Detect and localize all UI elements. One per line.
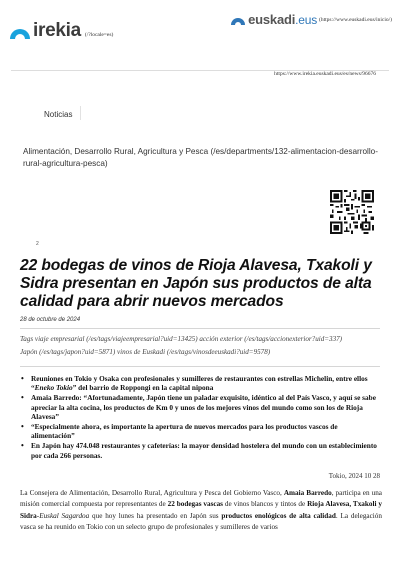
page-url: https://www.irekia.euskadi.eus/es/news/96676 <box>274 71 376 77</box>
highlight-item: • “Especialmente ahora, es importante la apertura de nuevos mercados para los productos vascos de alimentación” <box>20 422 382 441</box>
irekia-logo-icon <box>10 25 30 39</box>
highlight-item: • Reuniones en Tokio y Osaka con profesionales y sumilleres de restaurantes con estrellas Michelin, entre ellos “Eneko Tokio” del barrio de Roppongi en la capital nipona <box>20 374 382 393</box>
irekia-logo-link[interactable] <box>10 22 113 39</box>
article-body-paragraph: La Consejera de Alimentación, Desarrollo Rural, Agricultura y Pesca del Gobierno Vasco, Amaia Barredo, participa en una misión comercial compuesta por representantes de 22 bodegas vascas de vinos blancos y tintos de Rioja Alavesa, Txakoli y Sidra-Euskal Sagardoa que hoy lunes ha presentado en Japón sus productos enológicos de alta calidad. La delegación vasca se ha reunido en Tokio con un selecto grupo de profesionales y sumilleres de varios <box>20 489 382 531</box>
tags-line-2[interactable]: Japón (/es/tags/japon?uid=5871) vinos de Euskadi (/es/tags/vinosdeeuskadi?uid=9578) <box>20 348 271 356</box>
euskadi-wordmark: euskadi.eus <box>248 12 318 27</box>
article-title: 22 bodegas de vinos de Rioja Alavesa, Txakoli y Sidra presentan en Japón sus productos de alta calidad para abrir nuevos mercados <box>20 257 372 310</box>
euskadi-logo-icon <box>231 14 245 25</box>
article-dateline: Tokio, 2024 10 28 <box>328 472 380 480</box>
article-tags <box>20 333 382 359</box>
highlight-item: • En Japón hay 474.048 restaurantes y cafeterías: la mayor densidad hostelera del mundo con un establecimiento por cada 266 personas. <box>20 441 382 460</box>
article-highlights <box>20 374 382 461</box>
qr-code-icon <box>330 190 374 234</box>
nav-noticias-link[interactable]: Noticias <box>44 110 73 119</box>
small-marker: 2 <box>36 241 39 247</box>
nav-divider <box>80 106 81 120</box>
highlight-item: • Amaia Barredo: “Afortunadamente, Japón tiene un paladar exquisito, idéntico al del País Vasco, y aquí se sabe apreciar la alta cocina, los productos de Km 0 y unos de los mejores vinos del mundo como son los de Rioja Alavesa” <box>20 393 382 421</box>
site-header <box>10 12 392 42</box>
irekia-wordmark: irekia <box>33 20 81 41</box>
tags-divider <box>20 366 380 367</box>
article-date: 28 de octubre de 2024 <box>20 317 81 323</box>
euskadi-url: (https://www.euskadi.eus/inicio/) <box>319 16 392 23</box>
department-link[interactable]: Alimentación, Desarrollo Rural, Agricultura y Pesca (/es/departments/132-alimentacion-desarrollo-rural-agricultura-pesca) <box>23 147 378 168</box>
euskadi-logo-link[interactable] <box>231 12 392 27</box>
date-divider <box>20 328 380 329</box>
tags-line-1[interactable]: Tags viaje empresarial (/es/tags/viajeempresarial?uid=13425) acción exterior (/es/tags/accionexterior?uid=337) <box>20 335 343 343</box>
irekia-url: (/?locale=es) <box>84 32 114 38</box>
